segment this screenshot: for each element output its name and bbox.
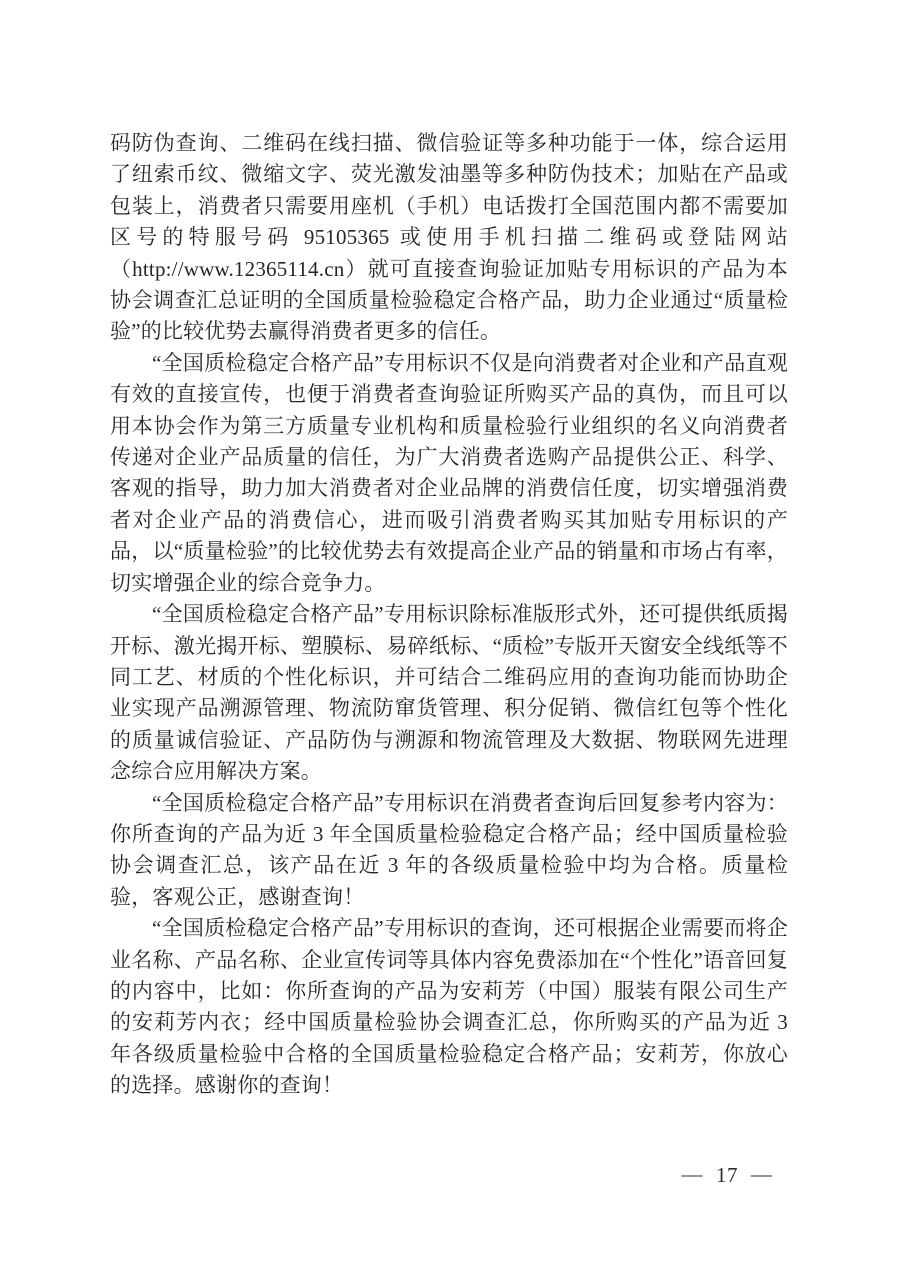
document-body: [110, 128, 788, 1102]
page-footer: [672, 1163, 782, 1188]
paragraph-2: “全国质检稳定合格产品”专用标识不仅是向消费者对企业和产品直观有效的直接宣传，也便于消费者查询验证所购买产品的真伪，而且可以用本协会作为第三方质量专业机构和质量检验行业组织的名义向消费者传递对企业产品质量的信任，为广大消费者选购产品提供公正、科学、客观的指导，助力加大消费者对企业品牌的消费信任度，切实增强消费者对企业产品的消费信心，进而吸引消费者购买其加贴专用标识的产品，以“质量检验”的比较优势去有效提高企业产品的销量和市场占有率，切实增强企业的综合竞争力。: [110, 350, 788, 595]
footer-right-dash: —: [751, 1162, 773, 1186]
paragraph-1: 码防伪查询、二维码在线扫描、微信验证等多种功能于一体，综合运用了纽索币纹、微缩文字、荧光激发油墨等多种防伪技术；加贴在产品或包装上，消费者只需要用座机（手机）电话拨打全国范围内都不需要加区号的特服号码 95105365 或使用手机扫描二维码或登陆网站（http://www.12365114.cn）就可直接查询验证加贴专用标识的产品为本协会调查汇总证明的全国质量检验稳定合格产品，助力企业通过“质量检验”的比较优势去赢得消费者更多的信任。: [110, 131, 788, 344]
page-number: 17: [716, 1163, 738, 1187]
paragraph-3: “全国质检稳定合格产品”专用标识除标准版形式外，还可提供纸质揭开标、激光揭开标、塑膜标、易碎纸标、“质检”专版开天窗安全线纸等不同工艺、材质的个性化标识，并可结合二维码应用的查询功能而协助企业实现产品溯源管理、物流防窜货管理、积分促销、微信红包等个性化的质量诚信验证、产品防伪与溯源和物流管理及大数据、物联网先进理念综合应用解决方案。: [110, 602, 788, 784]
footer-left-dash: —: [681, 1162, 703, 1186]
paragraph-5: “全国质检稳定合格产品”专用标识的查询，还可根据企业需要而将企业名称、产品名称、企业宣传词等具体内容免费添加在“个性化”语音回复的内容中，比如：你所查询的产品为安莉芳（中国）服装有限公司生产的安莉芳内衣；经中国质量检验协会调查汇总，你所购买的产品为近 3 年各级质量检验中合格的全国质量检验稳定合格产品；安莉芳，你放心的选择。感谢你的查询！: [110, 916, 788, 1098]
paragraph-4: “全国质检稳定合格产品”专用标识在消费者查询后回复参考内容为：你所查询的产品为近 3 年全国质量检验稳定合格产品；经中国质量检验协会调查汇总，该产品在近 3 年的各级质量检验中均为合格。质量检验，客观公正，感谢查询！: [110, 790, 788, 909]
